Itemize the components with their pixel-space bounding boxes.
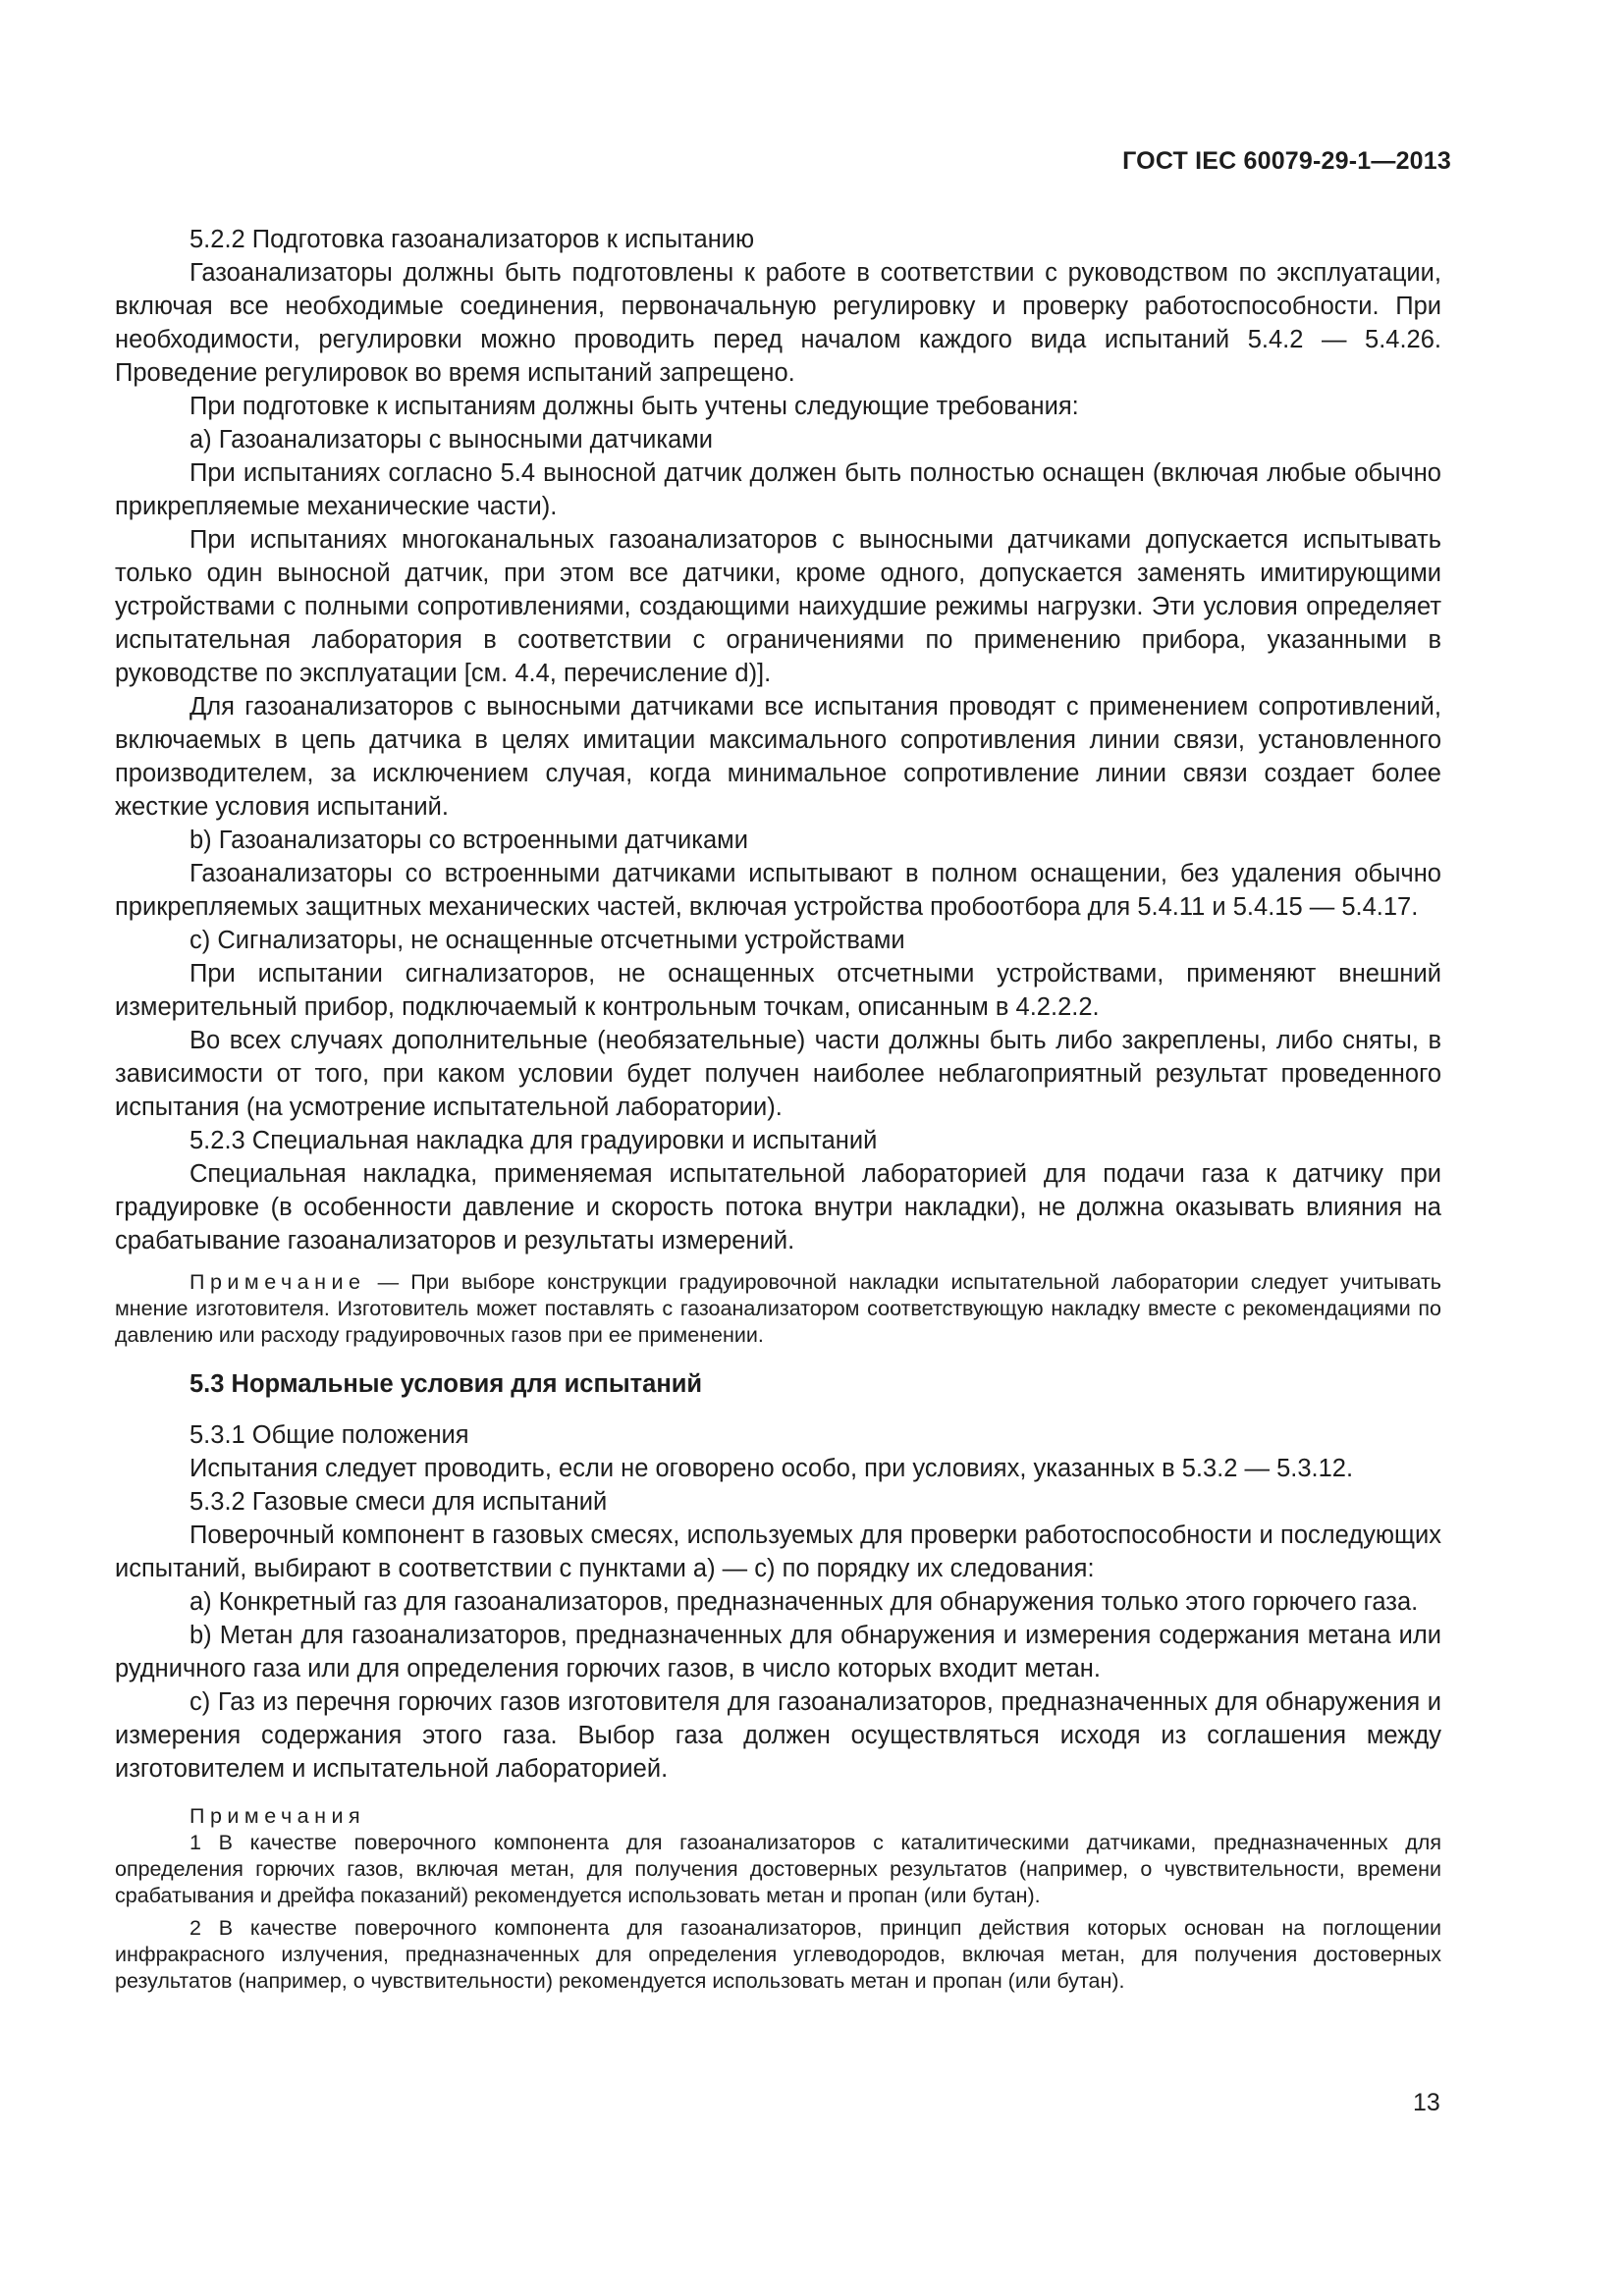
paragraph: Испытания следует проводить, если не оговорено особо, при условиях, указанных в 5.3.2 — 5.3.12. bbox=[189, 1455, 1354, 1482]
document-body bbox=[115, 223, 1441, 2001]
subsection-heading-5-2-3: 5.2.3 Специальная накладка для градуировки и испытаний bbox=[189, 1127, 878, 1154]
list-item-a: a) Газоанализаторы с выносными датчиками bbox=[189, 426, 714, 454]
paragraph: Газоанализаторы должны быть подготовлены к работе в соответствии с руководством по эксплуатации, включая все необходимые соединения, первоначальную регулировку и проверку работоспособности. При необходимости, регулировки можно проводить перед началом каждого вида испытаний 5.4.2 — 5.4.26. Проведение регулировок во время испытаний запрещено. bbox=[115, 259, 1441, 387]
note-item-2: 2 В качестве поверочного компонента для газоанализаторов, принцип действия которых основан на поглощении инфракрасного излучения, предназначенных для определения углеводородов, включая метан, для получения достоверных результатов (например, о чувствительности) рекомендуется использовать метан и пропан (или бутан). bbox=[115, 1916, 1441, 1993]
paragraph: Специальная накладка, применяемая испытательной лабораторией для подачи газа к датчику при градуировке (в особенности давление и скорость потока внутри накладки), не должна оказывать влияния на срабатывание газоанализаторов и результаты измерений. bbox=[115, 1160, 1441, 1255]
list-item-a: a) Конкретный газ для газоанализаторов, предназначенных для обнаружения только этого горючего газа. bbox=[189, 1588, 1419, 1616]
section-heading-5-3: 5.3 Нормальные условия для испытаний bbox=[189, 1370, 703, 1398]
note bbox=[115, 1269, 1441, 1349]
paragraph: Газоанализаторы со встроенными датчиками испытывают в полном оснащении, без удаления обычно прикрепляемых защитных механических частей, включая устройства пробоотбора для 5.4.11 и 5.4.15 — 5.4.17. bbox=[115, 860, 1441, 921]
list-item-b: b) Газоанализаторы со встроенными датчиками bbox=[189, 827, 748, 854]
note-item-1: 1 В качестве поверочного компонента для газоанализаторов с каталитическими датчиками, предназначенных для определения горючих газов, включая метан, для получения достоверных результатов (например, о чувствительности, времени срабатывания и дрейфа показаний) рекомендуется использовать метан и пропан (или бутан). bbox=[115, 1831, 1441, 1907]
paragraph: При испытаниях согласно 5.4 выносной датчик должен быть полностью оснащен (включая любые обычно прикрепляемые механические части). bbox=[115, 459, 1441, 520]
subsection-heading-5-3-1: 5.3.1 Общие положения bbox=[189, 1421, 469, 1449]
list-item-b: b) Метан для газоанализаторов, предназначенных для обнаружения и измерения содержания метана или рудничного газа или для определения горючих газов, в число которых входит метан. bbox=[115, 1622, 1441, 1682]
notes-title: Примечания bbox=[189, 1804, 366, 1828]
list-item-c: c) Сигнализаторы, не оснащенные отсчетными устройствами bbox=[189, 927, 905, 954]
paragraph: При подготовке к испытаниям должны быть учтены следующие требования: bbox=[189, 393, 1079, 420]
subsection-heading-5-2-2: 5.2.2 Подготовка газоанализаторов к испытанию bbox=[189, 226, 755, 253]
document-header: ГОСТ IEC 60079-29-1—2013 bbox=[1122, 147, 1451, 175]
paragraph: При испытаниях многоканальных газоанализаторов с выносными датчиками допускается испытывать только один выносной датчик, при этом все датчики, кроме одного, допускается заменять имитирующими устройствами с полными сопротивлениями, создающими наихудшие режимы нагрузки. Эти условия определяет испытательная лаборатория в соответствии с ограничениями по применению прибора, указанными в руководстве по эксплуатации [см. 4.4, перечисление d)]. bbox=[115, 526, 1441, 687]
paragraph: Поверочный компонент в газовых смесях, используемых для проверки работоспособности и последующих испытаний, выбирают в соответствии с пунктами a) — c) по порядку их следования: bbox=[115, 1522, 1441, 1582]
note-text: — При выборе конструкции градуировочной накладки испытательной лаборатории следует учитывать мнение изготовителя. Изготовитель может поставлять с газоанализатором соответствующую накладку вместе с рекомендациями по давлению или расходу градуировочных газов при ее применении. bbox=[115, 1270, 1441, 1347]
subsection-heading-5-3-2: 5.3.2 Газовые смеси для испытаний bbox=[189, 1488, 608, 1516]
paragraph: Во всех случаях дополнительные (необязательные) части должны быть либо закреплены, либо сняты, в зависимости от того, при каком условии будет получен наиболее неблагоприятный результат проведенного испытания (на усмотрение испытательной лаборатории). bbox=[115, 1027, 1441, 1121]
paragraph: При испытании сигнализаторов, не оснащенных отсчетными устройствами, применяют внешний измерительный прибор, подключаемый к контрольным точкам, описанным в 4.2.2.2. bbox=[115, 960, 1441, 1021]
list-item-c: c) Газ из перечня горючих газов изготовителя для газоанализаторов, предназначенных для обнаружения и измерения содержания этого газа. Выбор газа должен осуществляться исходя из соглашения между изготовителем и испытательной лабораторией. bbox=[115, 1688, 1441, 1783]
note-label: Примечание bbox=[189, 1270, 366, 1294]
paragraph: Для газоанализаторов с выносными датчиками все испытания проводят с применением сопротивлений, включаемых в цепь датчика в целях имитации максимального сопротивления линии связи, установленного производителем, за исключением случая, когда минимальное сопротивление линии связи создает более жесткие условия испытаний. bbox=[115, 693, 1441, 821]
page-number: 13 bbox=[1413, 2089, 1440, 2116]
